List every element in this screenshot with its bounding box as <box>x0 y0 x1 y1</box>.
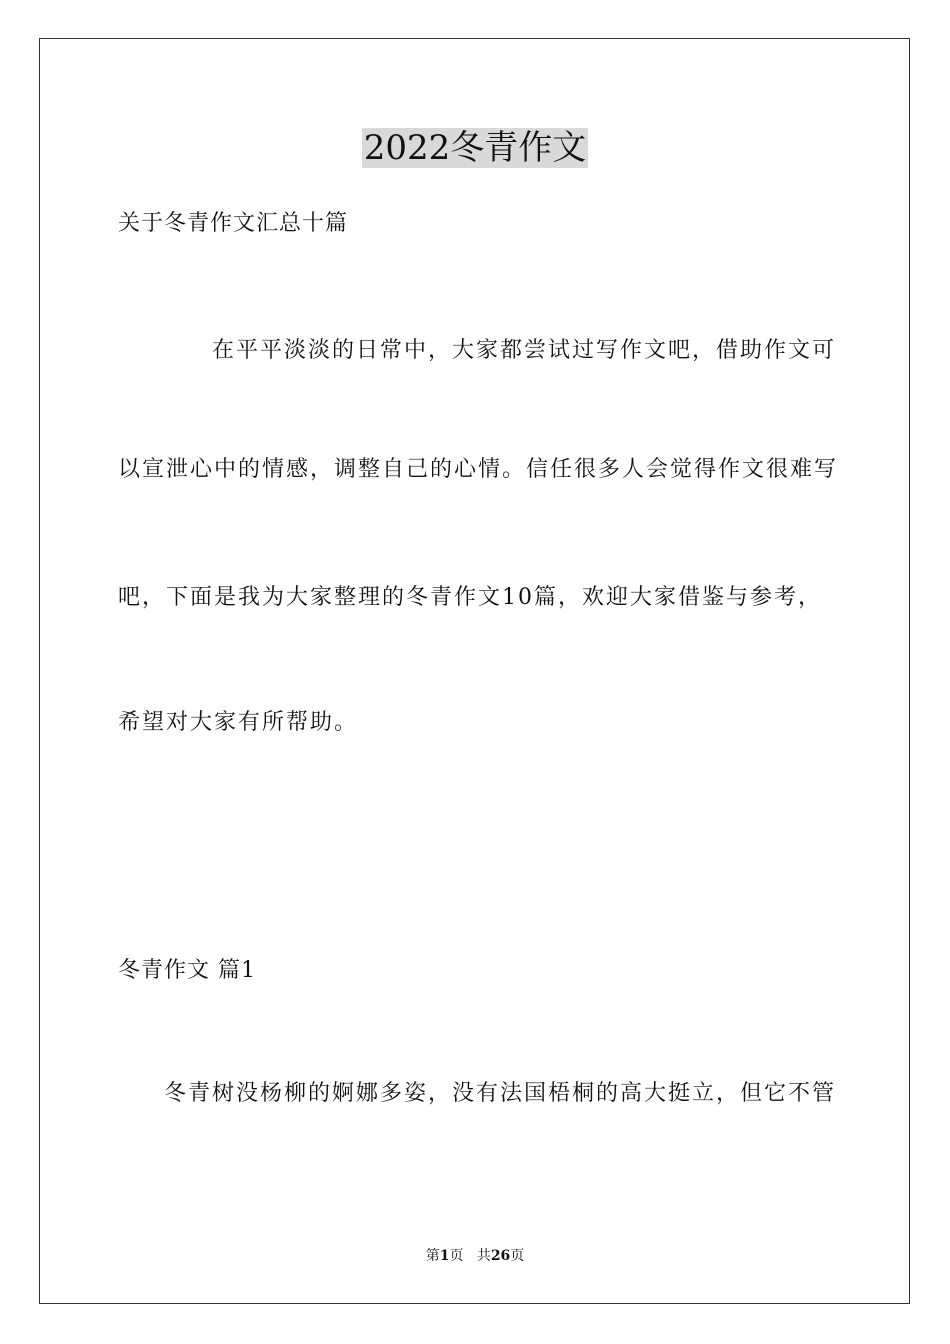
document-subtitle: 关于冬青作文汇总十篇 <box>118 211 349 236</box>
intro-line-1: 在平平淡淡的日常中，大家都尝试过写作文吧，借助作文可 <box>212 338 837 363</box>
footer-total-suffix: 页 <box>510 1248 525 1264</box>
footer-page-prefix: 第 <box>425 1248 440 1264</box>
footer-page-suffix: 页 <box>449 1248 464 1264</box>
page-footer <box>0 1247 950 1265</box>
intro-line-2: 以宣泄心中的情感，调整自己的心情。信任很多人会觉得作文很难写 <box>118 457 839 482</box>
section-line-1: 冬青树没杨柳的婀娜多姿，没有法国梧桐的高大挺立，但它不管 <box>164 1081 837 1106</box>
document-title: 2022冬青作文 <box>363 128 587 168</box>
section-heading: 冬青作文 篇1 <box>118 958 256 983</box>
footer-total-pages: 26 <box>490 1248 511 1264</box>
footer-total-prefix: 共 <box>476 1248 491 1264</box>
footer-page-number: 1 <box>439 1248 450 1264</box>
intro-line-3: 吧，下面是我为大家整理的冬青作文10篇，欢迎大家借鉴与参考， <box>118 585 822 610</box>
intro-line-4: 希望对大家有所帮助。 <box>118 710 359 735</box>
title-container <box>0 128 950 168</box>
